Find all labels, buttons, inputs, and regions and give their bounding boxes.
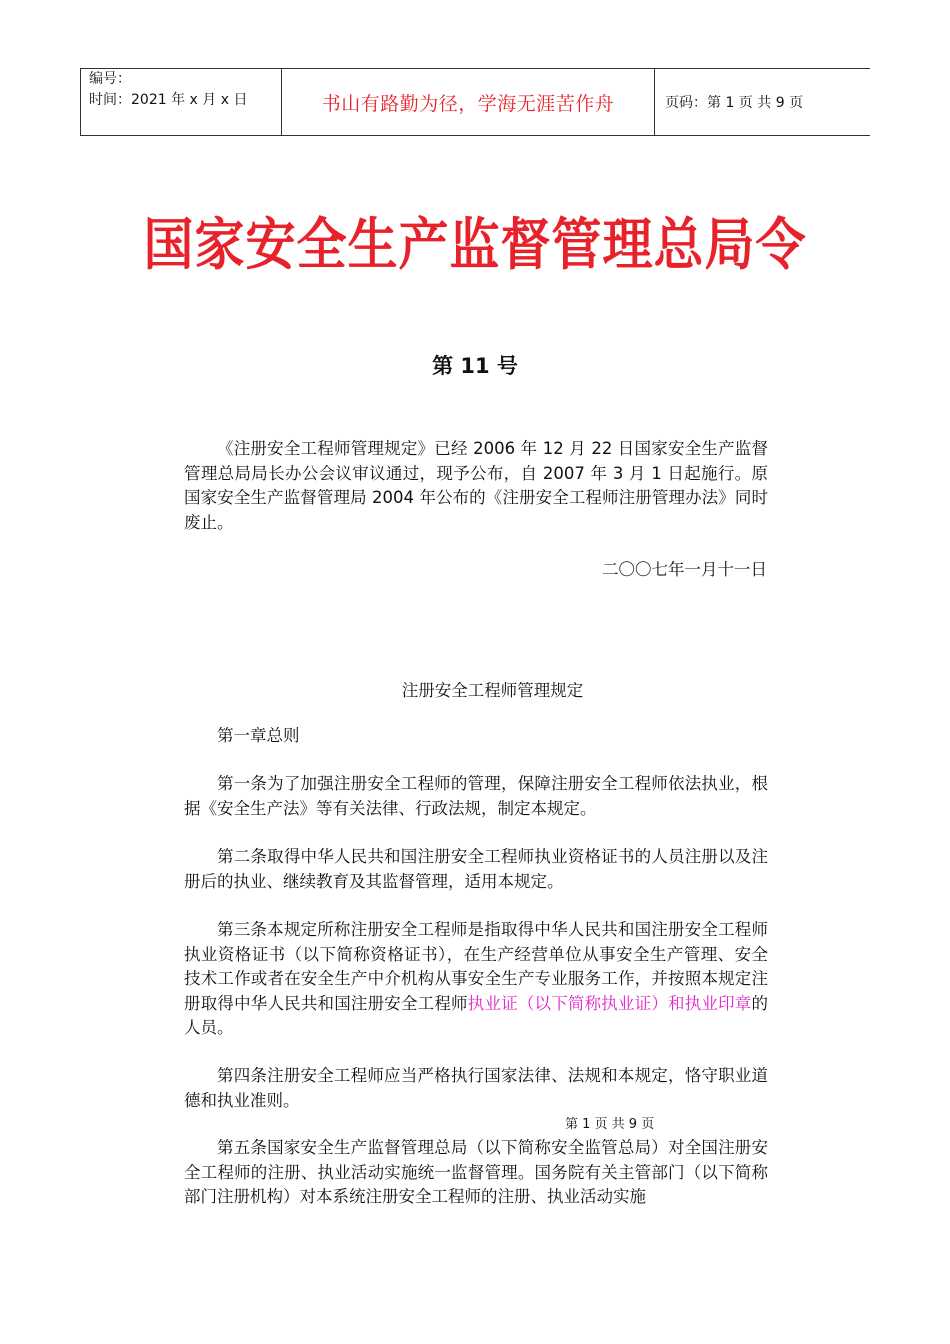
decree-title: 国家安全生产监督管理总局令 <box>143 211 807 278</box>
article-3-highlight: 执业证（以下简称执业证）和执业印章 <box>467 993 752 1013</box>
article-4: 第四条注册安全工程师应当严格执行国家法律、法规和本规定，恪守职业道德和执业准则。 <box>184 1066 768 1110</box>
header-motto-cell <box>282 69 655 135</box>
document-time-label: 时间：2021 年 x 月 x 日 <box>89 92 248 108</box>
announcement-date: 二〇〇七年一月十一日 <box>602 560 767 579</box>
page-footer: 第 1 页 共 9 页 <box>565 1117 655 1132</box>
decree-number: 第 11 号 <box>432 354 518 378</box>
article-5: 第五条国家安全生产监督管理总局（以下简称安全监管总局）对全国注册安全工程师的注册、执业活动实施统一监督管理。国务院有关主管部门（以下简称部门注册机构）对本系统注册安全工程师的注册、执业活动实施 <box>184 1138 768 1206</box>
chapter-heading: 第一章总则 <box>217 726 300 745</box>
article-3-text: 第三条本规定所称注册安全工程师是指取得中华人民共和国注册安全工程师执业资格证书（以下简称资格证书），在生产经营单位从事安全生产管理、安全技术工作或者在安全生产中介机构从事安全生产专业服务工作，并按照本规定注册取得中华人民共和国注册安全工程师 <box>184 920 768 1013</box>
header-table <box>80 68 870 136</box>
page-code: 页码：第 1 页 共 9 页 <box>665 95 804 111</box>
article-2: 第二条取得中华人民共和国注册安全工程师执业资格证书的人员注册以及注册后的执业、继续教育及其监督管理，适用本规定。 <box>184 847 768 891</box>
article-3 <box>184 918 768 1041</box>
header-meta-cell <box>81 69 282 135</box>
article-1: 第一条为了加强注册安全工程师的管理，保障注册安全工程师依法执业，根据《安全生产法》等有关法律、行政法规，制定本规定。 <box>184 774 768 818</box>
document-number-label: 编号： <box>89 71 131 87</box>
motto-text: 书山有路勤为径，学海无涯苦作舟 <box>321 92 615 115</box>
article-3-text-end: 的人员。 <box>184 993 769 1037</box>
header-page-cell <box>655 69 869 135</box>
regulation-title: 注册安全工程师管理规定 <box>401 681 584 700</box>
announcement-paragraph: 《注册安全工程师管理规定》已经 2006 年 12 月 22 日国家安全生产监督管理总局局长办公会议审议通过，现予公布，自 2007 年 3 月 1 日起施行。原国家安全生产监督管理局 2004 年公布的《注册安全工程师注册管理办法》同时废止。 <box>184 439 768 532</box>
